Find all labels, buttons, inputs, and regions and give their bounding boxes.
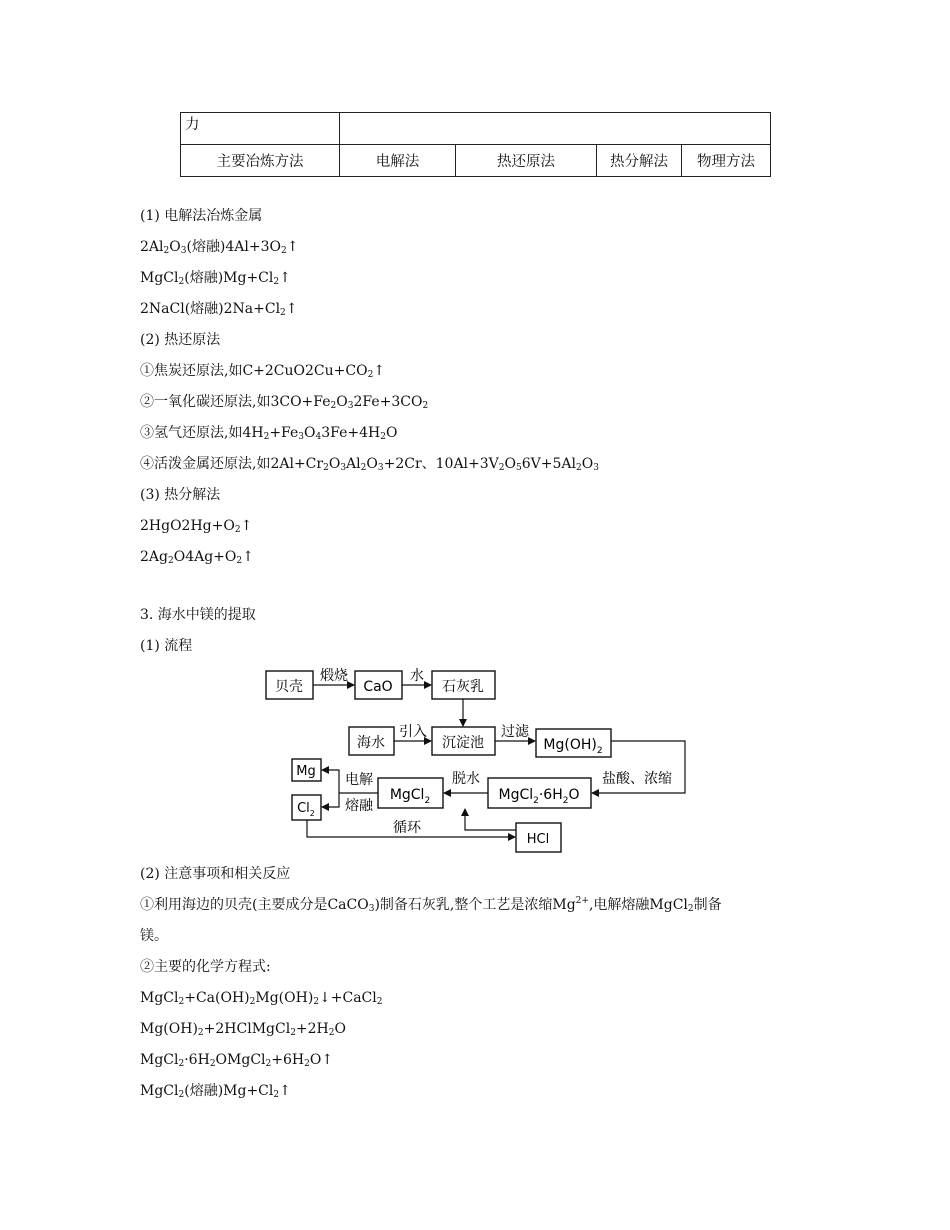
- label-seawater: 海水: [357, 735, 385, 751]
- equation-line: ④活泼金属还原法,如$2Al+Cr_2O_3Al_2O_3+2Cr$、$10Al+3V_2O_56V+5Al_2O_3$: [140, 456, 599, 473]
- arrow-hcl-return: [465, 809, 516, 830]
- table-cell-electrolysis: 电解法: [340, 145, 456, 177]
- label-mgcl2: MgCl$_2$: [389, 787, 431, 806]
- table-cell-empty: [340, 113, 771, 145]
- section-thermal-reduction-title: (2) 热还原法: [140, 332, 221, 348]
- section-thermal-decomposition-title: (3) 热分解法: [140, 487, 221, 503]
- equation-line: $2Al_2O_3$(熔融)$4Al+3O_2↑$: [140, 239, 299, 256]
- label-water: 水: [410, 668, 424, 684]
- equation-line: MgCl$_2$(熔融)$Mg+Cl_2↑$: [140, 270, 291, 287]
- note-line: ②主要的化学方程式:: [140, 959, 271, 975]
- notes-title: (2) 注意事项和相关反应: [140, 866, 291, 882]
- table-cell-thermal-decomposition: 热分解法: [597, 145, 682, 177]
- label-calcine: 煅烧: [320, 668, 348, 684]
- label-cao: CaO: [363, 679, 393, 695]
- label-hcl: HCl: [526, 832, 550, 847]
- label-precipitation-pool: 沉淀池: [442, 735, 484, 751]
- label-cl2: $Cl_2$: [297, 801, 315, 818]
- label-filter: 过滤: [501, 724, 529, 740]
- label-cycle: 循环: [393, 820, 421, 836]
- label-mg: Mg: [296, 764, 316, 779]
- label-molten: 熔融: [345, 798, 373, 814]
- label-mgoh2: $Mg(OH)_2$: [543, 737, 603, 756]
- flow-title: (1) 流程: [140, 638, 193, 654]
- label-mgcl2-hydrate: $MgCl_2\cdot 6H_2O$: [498, 787, 580, 806]
- label-acid-concentrate: 盐酸、浓缩: [602, 771, 672, 787]
- table-cell-label: 力: [181, 113, 340, 145]
- table-cell-thermal-reduction: 热还原法: [456, 145, 597, 177]
- equation-line: $2HgO2Hg+O_2↑$: [140, 518, 253, 535]
- label-lime-milk: 石灰乳: [442, 679, 484, 695]
- equation-line: ③氢气还原法,如$4H_2+Fe_3O_43Fe+4H_2O$: [140, 425, 398, 442]
- equation-line: $MgCl_2\cdot 6H_2OMgCl_2+6H_2O↑$: [140, 1052, 334, 1069]
- note-line: 镁。: [140, 928, 168, 944]
- label-shell: 贝壳: [275, 679, 303, 695]
- table-cell-physical: 物理方法: [682, 145, 771, 177]
- equation-line: ②一氧化碳还原法,如$3CO+Fe_2O_32Fe+3CO_2$: [140, 394, 429, 411]
- table-row: [181, 113, 771, 145]
- label-dehydrate: 脱水: [452, 771, 480, 787]
- label-introduce: 引入: [399, 724, 427, 740]
- smelting-methods-table: [180, 112, 771, 177]
- table-cell-label: 主要冶炼方法: [181, 145, 340, 177]
- section-magnesium-title: 3. 海水中镁的提取: [140, 607, 256, 623]
- equation-line: MgCl$_2$(熔融)$Mg+Cl_2↑$: [140, 1083, 291, 1100]
- note-line: ①利用海边的贝壳(主要成分是CaCO$_3$)制备石灰乳,整个工艺是浓缩$Mg^{2+}$,电解熔融MgCl$_2$制备: [140, 896, 722, 914]
- label-electrolysis: 电解: [345, 772, 373, 788]
- equation-line: $2Ag_2O4Ag+O_2↑$: [140, 549, 254, 566]
- equation-line: $Mg(OH)_2+2HClMgCl_2+2H_2O$: [140, 1021, 346, 1038]
- magnesium-extraction-flowchart: [255, 660, 705, 860]
- arrow-electrolysis-cl2: [322, 793, 339, 807]
- table-row: [181, 145, 771, 177]
- equation-line: ①焦炭还原法,如$C+2CuO2Cu+CO_2↑$: [140, 363, 386, 380]
- equation-line: 2NaCl(熔融)$2Na+Cl_2↑$: [140, 301, 298, 318]
- section-electrolysis-title: (1) 电解法冶炼金属: [140, 208, 263, 224]
- equation-line: $MgCl_2+Ca(OH)_2Mg(OH)_2↓+CaCl_2$: [140, 990, 383, 1007]
